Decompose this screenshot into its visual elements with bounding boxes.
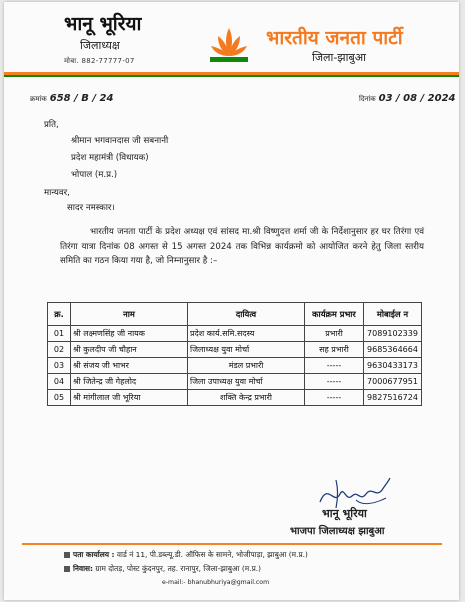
header-divider-green xyxy=(4,75,459,77)
col-header-number: क्र. xyxy=(48,303,71,326)
cell-role: शक्ति केन्द्र प्रभारी xyxy=(188,390,305,406)
email-line: e-mail:- bhanubhuriya@gmail.com xyxy=(162,579,270,586)
email-address: bhanubhuriya@gmail.com xyxy=(187,579,270,586)
letter-date: दिनांक 03 / 08 / 2024 xyxy=(359,93,456,104)
office-address-line: पता कार्यालय : वार्ड नं 11, पी.डब्ल्यू.डी. ऑफिस के सामने, भोजीपाड़ा, झाबुआ (म.प्र.) xyxy=(64,550,308,560)
signatory-designation: भाजपा जिलाध्यक्ष झाबुआ xyxy=(290,526,385,537)
cell-role: जिलाध्यक्ष युवा मोर्चा xyxy=(188,342,305,358)
greeting: सादर नमस्कार। xyxy=(67,203,115,213)
table-header-row xyxy=(48,303,422,326)
recipient-name: श्रीमान भगवानदास जी सबनानी xyxy=(71,136,169,146)
salutation: मान्यवर, xyxy=(44,188,70,198)
col-header-name: नाम xyxy=(71,303,188,326)
cell-number: 04 xyxy=(48,374,71,390)
party-name: भारतीय जनता पार्टी xyxy=(266,27,403,49)
reference-number: क्रमांक 658 / B / 24 xyxy=(30,93,114,104)
header-name: भानू भूरिया xyxy=(64,13,142,35)
cell-charge: प्रभारी xyxy=(305,326,364,342)
residence-address-line: निवास: ग्राम दोतड़, पोस्ट कुंदनपुर, तह. रानापुर, जिला-झाबुआ (म.प्र.) xyxy=(64,564,261,574)
district-label: जिला-झाबुआ xyxy=(312,51,366,64)
table-row xyxy=(48,342,422,358)
signatory-name: भानू भूरिया xyxy=(322,507,367,520)
cell-charge: ----- xyxy=(305,374,364,390)
cell-mobile: 7000677951 xyxy=(364,374,422,390)
cell-name: श्री जितेन्द्र जी गेहलोद xyxy=(71,374,188,390)
recipient-designation: प्रदेश महामंत्री (विधायक) xyxy=(71,153,149,163)
cell-charge: ----- xyxy=(305,390,364,406)
cell-number: 05 xyxy=(48,390,71,406)
table-row xyxy=(48,326,422,342)
cell-charge: ----- xyxy=(305,358,364,374)
cell-mobile: 7089102339 xyxy=(364,326,422,342)
committee-table xyxy=(47,302,422,406)
cell-name: श्री कुलदीप जी चौहान xyxy=(71,342,188,358)
cell-role: जिला उपाध्यक्ष युवा मोर्चा xyxy=(188,374,305,390)
home-icon xyxy=(64,566,70,572)
cell-name: श्री संजय जी भाभर xyxy=(71,358,188,374)
letter-body-paragraph: भारतीय जनता पार्टी के प्रदेश अध्यक्ष एवं सांसद मा.श्री विष्णुदत्त शर्मा जी के निर्देशानुसार हर घर तिरंगा एवं तिरंगा यात्रा दिनांक 08 अगस्त से 15 अगस्त 2024 तक विभिन्न कार्यक्रमो को आयोजित करने हेतु जिला स्तरीय समिति का गठन किया गया है, जो निम्नानुसार है :– xyxy=(60,227,424,266)
col-header-role: दायित्व xyxy=(188,303,305,326)
cell-number: 03 xyxy=(48,358,71,374)
recipient-prefix: प्रति, xyxy=(44,120,59,130)
cell-charge: सह प्रभारी xyxy=(305,342,364,358)
lotus-logo-icon xyxy=(208,24,250,64)
cell-role: प्रदेश कार्य.समि.सदस्य xyxy=(188,326,305,342)
table-row xyxy=(48,374,422,390)
recipient-city: भोपाल (म.प्र.) xyxy=(71,170,118,180)
header-mobile: मोबा. 882-77777-07 xyxy=(64,57,135,65)
cell-number: 02 xyxy=(48,342,71,358)
footer-divider xyxy=(22,543,442,545)
cell-name: श्री मांगीलाल जी भूरिया xyxy=(71,390,188,406)
cell-mobile: 9685364664 xyxy=(364,342,422,358)
col-header-mobile: मोबाईल न xyxy=(364,303,422,326)
cell-role: मंडल प्रभारी xyxy=(188,358,305,374)
header-designation: जिलाध्यक्ष xyxy=(80,39,120,52)
cell-name: श्री लक्ष्मणसिंह जी नायक xyxy=(71,326,188,342)
col-header-charge: कार्यक्रम प्रभार xyxy=(305,303,364,326)
cell-mobile: 9630433173 xyxy=(364,358,422,374)
letterhead-page xyxy=(4,2,459,600)
table-row xyxy=(48,358,422,374)
cell-mobile: 9827516724 xyxy=(364,390,422,406)
cell-number: 01 xyxy=(48,326,71,342)
location-icon xyxy=(64,552,70,558)
table-row xyxy=(48,390,422,406)
